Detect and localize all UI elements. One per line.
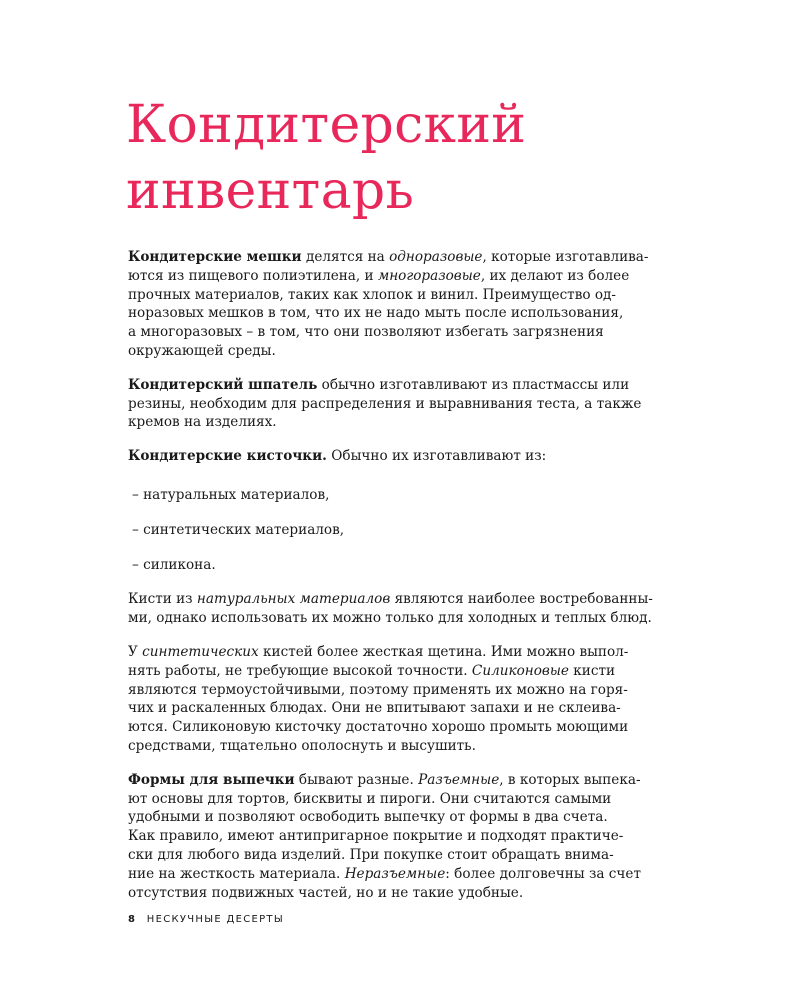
term-spatula: Кондитерский шпатель bbox=[128, 376, 318, 393]
article-body bbox=[128, 248, 653, 917]
page-footer bbox=[128, 914, 284, 925]
page-number: 8 bbox=[128, 914, 137, 925]
term-baking-forms: Формы для выпечки bbox=[128, 771, 295, 788]
running-title: НЕСКУЧНЫЕ ДЕСЕРТЫ bbox=[146, 914, 284, 925]
brush-materials-list bbox=[128, 486, 606, 574]
paragraph-baking-forms: Формы для выпечки бывают разные. Разъемные, в которых выпека- ют основы для тортов, бисквиты и пироги. Они считаются самыми удобными и позволяют освободить выпечку от формы в два счета. Как правило, имеют антипригарное покрытие и подходят практиче- ски для любого вида изделий. При покупке стоит обращать внима- ние на жесткость материала. Неразъемные: более долговечны за счет отсутствия подвижных частей, но и не такие удобные. bbox=[128, 771, 641, 901]
page-title bbox=[126, 92, 726, 224]
list-item: – синтетических материалов, bbox=[132, 521, 345, 538]
paragraph-piping-bags: Кондитерские мешки делятся на одноразовые, которые изготавлива- ются из пищевого полиэтилена, и многоразовые, их делают из более прочных материалов, таких как хлопок и винил. Преимущество од- норазовых мешков в том, что их не надо мыть после использования, а многоразовых – в том, что они позволяют избегать загрязнения окружающей среды. bbox=[128, 249, 649, 359]
paragraph-brushes: Кондитерские кисточки. Обычно их изготавливают из: bbox=[128, 448, 547, 465]
paragraph-spatula: Кондитерский шпатель обычно изготавливают из пластмассы или резины, необходим для распределения и выравнивания теста, а также кремов на изделиях. bbox=[128, 376, 642, 431]
paragraph-natural-brushes: Кисти из натуральных материалов являются наиболее востребованны- ми, однако использовать их можно только для холодных и теплых блюд. bbox=[128, 591, 653, 627]
list-item: – натуральных материалов, bbox=[132, 486, 330, 503]
paragraph-synthetic-brushes: У синтетических кистей более жесткая щетина. Ими можно выпол- нять работы, не требующие высокой точности. Силиконовые кисти являются термоустойчивыми, поэтому применять их можно на горя- чих и раскаленных блюдах. Они не впитывают запахи и не склеива- ются. Силиконовую кисточку достаточно хорошо промыть моющими средствами, тщательно ополоснуть и высушить. bbox=[128, 643, 629, 754]
list-item: – силикона. bbox=[132, 556, 216, 573]
term-piping-bags: Кондитерские мешки bbox=[128, 249, 302, 265]
title-line-2: инвентарь bbox=[126, 161, 415, 221]
term-brushes: Кондитерские кисточки. bbox=[128, 448, 327, 465]
title-line-1: Кондитерский bbox=[126, 95, 527, 155]
